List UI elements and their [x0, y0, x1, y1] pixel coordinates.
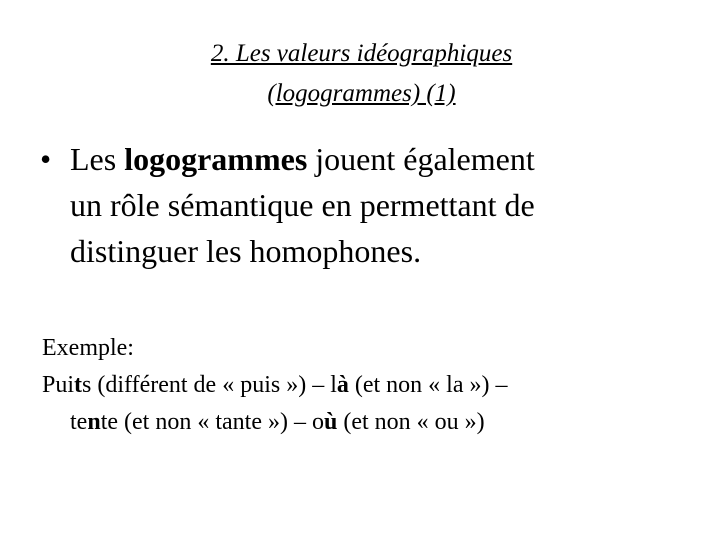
example-segment-2: (et non « la ») – — [348, 372, 508, 398]
example-segment-4: (et non « ou ») — [337, 409, 485, 435]
bullet-line-3-text: distinguer les homophones. — [70, 233, 422, 269]
word-ou-pre: o — [311, 409, 324, 435]
example-row-1 — [42, 367, 712, 404]
bullet-line-1 — [40, 136, 700, 182]
bullet-line-1-rest: jouent également — [307, 141, 535, 177]
word-ou-bold: ù — [323, 409, 338, 435]
bullet-symbol: • — [40, 141, 52, 177]
word-puits-bold: t — [74, 372, 83, 398]
word-la-pre: l — [330, 372, 337, 398]
example-segment-1: (différent de « puis ») – — [91, 372, 331, 398]
word-tente-bold: n — [87, 409, 101, 435]
word-puits-post: s — [82, 372, 92, 398]
word-la-bold: à — [336, 372, 349, 398]
bullet-line-2 — [40, 182, 700, 228]
word-puits-pre: Pui — [42, 372, 75, 398]
bullet-point — [40, 136, 700, 274]
word-tente-post: te — [100, 409, 119, 435]
slide-title — [0, 34, 720, 114]
example-section — [42, 330, 712, 441]
bullet-keyword: logogrammes — [124, 141, 308, 177]
title-line-2: (logogrammes) (1) — [267, 80, 456, 107]
bullet-line-2-text: un rôle sémantique en permettant de — [70, 187, 535, 223]
title-line-1: 2. Les valeurs idéographiques — [210, 40, 513, 67]
example-row-2 — [42, 404, 712, 441]
example-label: Exemple: — [42, 335, 134, 361]
bullet-line-3 — [40, 228, 700, 274]
bullet-intro: Les — [70, 141, 125, 177]
example-segment-3: (et non « tante ») – — [118, 409, 312, 435]
word-tente-pre: te — [70, 409, 88, 435]
